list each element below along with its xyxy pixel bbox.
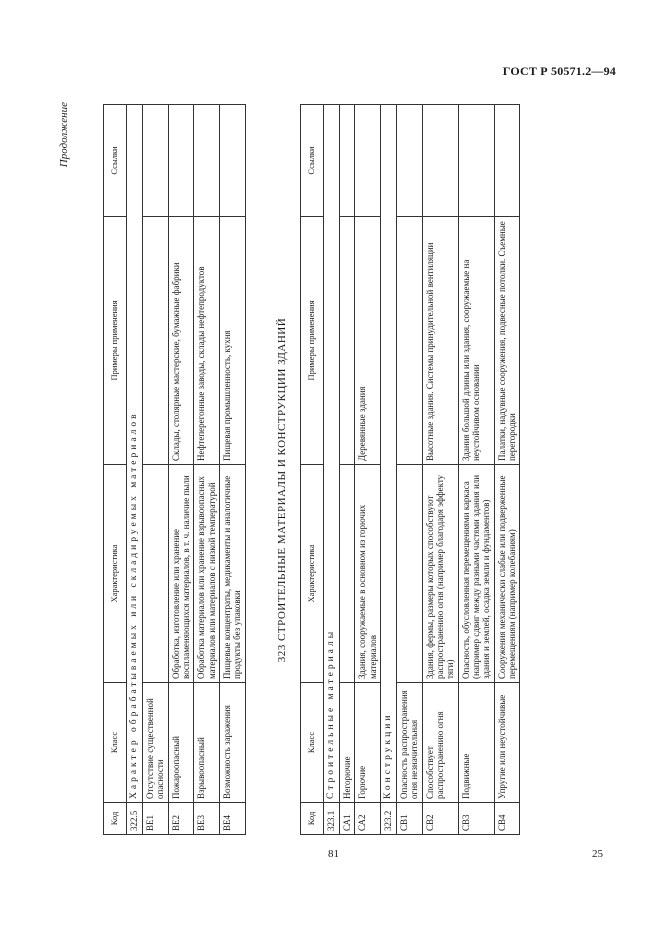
row-code: ВЕ1 bbox=[142, 803, 168, 835]
row-references bbox=[194, 105, 220, 217]
row-examples: Высотные здания. Системы принудительной вентиляции bbox=[422, 217, 458, 465]
table-row bbox=[219, 105, 245, 835]
row-class: Подвижные bbox=[458, 683, 494, 803]
table-row bbox=[142, 105, 168, 835]
table2-header-row bbox=[301, 105, 324, 835]
table2-title: 323 СТРОИТЕЛЬНЫЕ МАТЕРИАЛЫ И КОНСТРУКЦИИ ЗДАНИЙ bbox=[276, 317, 288, 663]
table-row bbox=[168, 105, 194, 835]
row-class: Пожароопасный bbox=[168, 683, 194, 803]
table-section-row bbox=[324, 105, 340, 835]
table1-wrap bbox=[103, 105, 241, 835]
col-header-characteristic: Характеристика bbox=[301, 465, 324, 683]
col-header-class: Класс bbox=[104, 683, 127, 803]
row-code: СА2 bbox=[355, 803, 381, 835]
row-examples bbox=[396, 217, 422, 465]
table-row bbox=[194, 105, 220, 835]
table2-wrap bbox=[300, 105, 618, 835]
row-references bbox=[494, 105, 520, 217]
table-row bbox=[355, 105, 381, 835]
page-number-right: 25 bbox=[592, 848, 603, 860]
row-examples: Палатки, надувные сооружения, подвесные потолки. Съемные перегородки bbox=[494, 217, 520, 465]
row-class: Возможность заражения bbox=[219, 683, 245, 803]
standard-number: ГОСТ Р 50571.2—94 bbox=[502, 64, 616, 78]
section-code: 323.2 bbox=[380, 803, 396, 835]
row-references bbox=[339, 105, 354, 217]
row-code: СВ3 bbox=[458, 803, 494, 835]
row-characteristic: Здания, фермы, размеры которых способствуют распространению огня (например благодаря эффекту тяги) bbox=[422, 465, 458, 683]
row-characteristic: Пищевые концентраты, медикаменты и аналогичные продукты без упаковки bbox=[219, 465, 245, 683]
table2 bbox=[300, 104, 520, 835]
row-references bbox=[396, 105, 422, 217]
row-code: СВ4 bbox=[494, 803, 520, 835]
section-title: Строительные материалы bbox=[324, 217, 340, 803]
table-row bbox=[422, 105, 458, 835]
row-class: Отсутствие существенной опасности bbox=[142, 683, 168, 803]
row-examples: Пищевая промышленность, кухня bbox=[219, 217, 245, 465]
row-examples: Склады, столярные мастерские, бумажные фабрики bbox=[168, 217, 194, 465]
col-header-references: Ссылки bbox=[301, 105, 324, 217]
row-code: ВЕ2 bbox=[168, 803, 194, 835]
row-class: Негорючие bbox=[339, 683, 354, 803]
table-row bbox=[458, 105, 494, 835]
table-section-row bbox=[380, 105, 396, 835]
row-references bbox=[142, 105, 168, 217]
table1-header-row bbox=[104, 105, 127, 835]
row-characteristic: Сооружения механически слабые или подверженные перемещениям (например колебаниям) bbox=[494, 465, 520, 683]
row-code: СВ2 bbox=[422, 803, 458, 835]
section-title: Конструкции bbox=[380, 217, 396, 803]
row-references bbox=[355, 105, 381, 217]
row-examples bbox=[339, 217, 354, 465]
row-class: Упругие или неустойчивые bbox=[494, 683, 520, 803]
row-characteristic: Обработка материалов или хранение взрывоопасных материалов или материалов с низкой температурой bbox=[194, 465, 220, 683]
row-examples: Деревянные здания bbox=[355, 217, 381, 465]
row-references bbox=[168, 105, 194, 217]
table1 bbox=[103, 104, 246, 835]
row-characteristic: Здания, сооружаемые в основном из горючих материалов bbox=[355, 465, 381, 683]
col-header-class: Класс bbox=[301, 683, 324, 803]
row-examples: Нефтеперегонные заводы, склады нефтепродуктов bbox=[194, 217, 220, 465]
col-header-examples: Примеры применения bbox=[104, 217, 127, 465]
row-references bbox=[219, 105, 245, 217]
row-examples: Здания большой длины или здания, сооружаемые на неустойчивом основании bbox=[458, 217, 494, 465]
row-characteristic bbox=[396, 465, 422, 683]
page-number-left: 81 bbox=[328, 848, 339, 860]
col-header-code: Код bbox=[104, 803, 127, 835]
table-row bbox=[339, 105, 354, 835]
section-title: Характер обрабатываемых или складируемых материалов bbox=[127, 217, 143, 803]
row-references bbox=[458, 105, 494, 217]
row-class: Опасность распространения огня незначительная bbox=[396, 683, 422, 803]
row-class: Способствует распространению огня bbox=[422, 683, 458, 803]
col-header-examples: Примеры применения bbox=[301, 217, 324, 465]
row-examples bbox=[142, 217, 168, 465]
row-code: СВ1 bbox=[396, 803, 422, 835]
row-class: Горючие bbox=[355, 683, 381, 803]
row-characteristic bbox=[339, 465, 354, 683]
row-references bbox=[422, 105, 458, 217]
section-code: 323.1 bbox=[324, 803, 340, 835]
table-section-row bbox=[127, 105, 143, 835]
row-code: ВЕ4 bbox=[219, 803, 245, 835]
col-header-code: Код bbox=[301, 803, 324, 835]
col-header-characteristic: Характеристика bbox=[104, 465, 127, 683]
continued-caption: Продолжение bbox=[58, 102, 70, 168]
row-code: СА1 bbox=[339, 803, 354, 835]
row-characteristic: Опасность, обусловленная перемещениями каркаса (например сдвиг между разными частями здания или здания и землей, осадка земли и фундаментов) bbox=[458, 465, 494, 683]
table-row bbox=[396, 105, 422, 835]
row-code: ВЕ3 bbox=[194, 803, 220, 835]
table-row bbox=[494, 105, 520, 835]
row-characteristic: Обработка, изготовление или хранение воспламеняющихся материалов, в т. ч. наличие пыли bbox=[168, 465, 194, 683]
row-class: Взрывоопасный bbox=[194, 683, 220, 803]
row-characteristic bbox=[142, 465, 168, 683]
section-code: 322.5 bbox=[127, 803, 143, 835]
table2-title-wrap bbox=[270, 290, 294, 690]
col-header-references: Ссылки bbox=[104, 105, 127, 217]
